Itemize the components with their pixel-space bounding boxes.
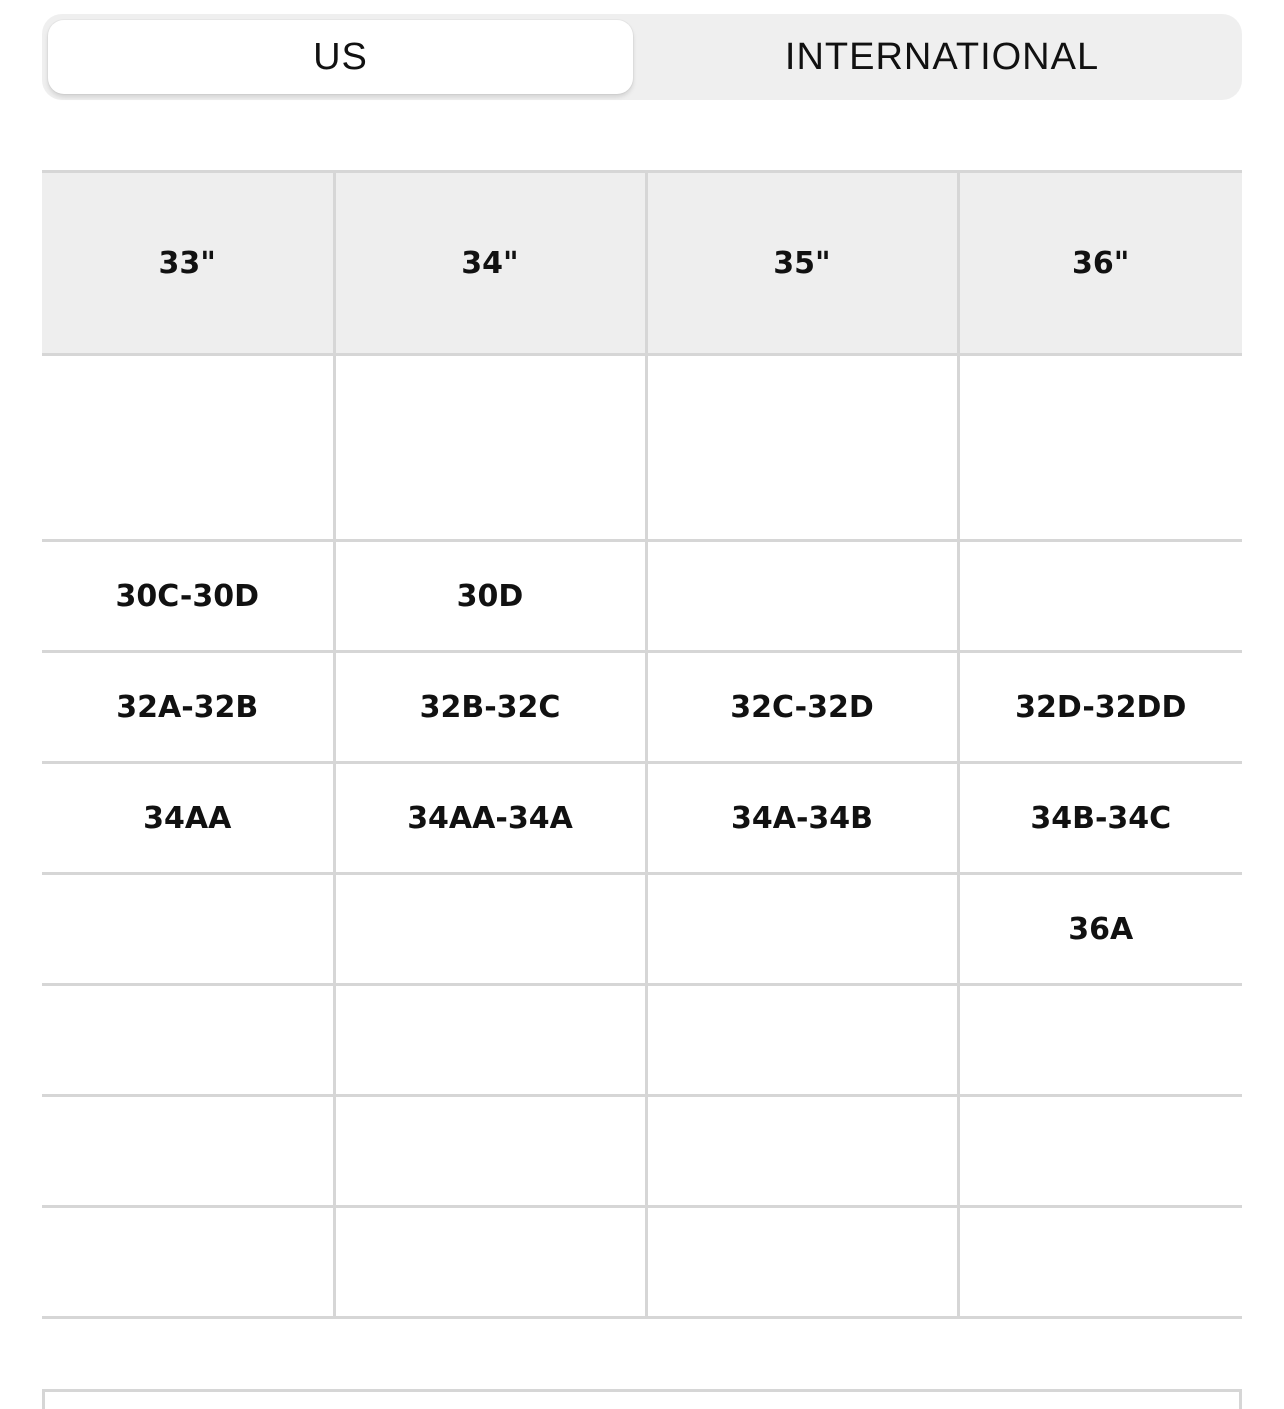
table-cell [958,355,1242,541]
table-cell: 32D-32DD [958,652,1242,763]
table-cell [42,355,334,541]
table-cell [958,985,1242,1096]
table-cell [334,355,646,541]
table-row [42,763,1242,874]
tab-us[interactable]: US [48,20,633,94]
table-row [42,874,1242,985]
unit-segmented-control [42,14,1242,100]
table-cell: 34AA-34A [334,763,646,874]
table-cell: 32C-32D [646,652,958,763]
table-row [42,1207,1242,1318]
table-cell [646,355,958,541]
table-cell: 30D [334,541,646,652]
table-cell [958,541,1242,652]
table-cell [646,985,958,1096]
column-header: 36" [958,172,1242,355]
table-cell [42,1096,334,1207]
table-cell [646,1096,958,1207]
size-chart-table [42,170,1242,1319]
table-cell [334,1096,646,1207]
column-header: 33" [42,172,334,355]
table-cell: 32A-32B [42,652,334,763]
table-cell: 32B-32C [334,652,646,763]
table-cell: 34AA [42,763,334,874]
table-cell [42,985,334,1096]
table-cell [646,541,958,652]
column-header: 35" [646,172,958,355]
table-row [42,355,1242,541]
table-cell [334,1207,646,1318]
table-row [42,652,1242,763]
table-cell [42,874,334,985]
table-cell [646,874,958,985]
table-row [42,985,1242,1096]
table-header-row [42,172,1242,355]
table-cell: 34B-34C [958,763,1242,874]
table-cell: 34A-34B [646,763,958,874]
next-table-edge [42,1389,1242,1409]
table-cell [646,1207,958,1318]
table-cell [42,1207,334,1318]
column-header: 34" [334,172,646,355]
tab-international[interactable]: INTERNATIONAL [784,35,1100,78]
table-row [42,541,1242,652]
table-cell: 36A [958,874,1242,985]
table-cell [334,874,646,985]
table-cell [334,985,646,1096]
table-cell [958,1207,1242,1318]
table-cell [958,1096,1242,1207]
table-cell: 30C-30D [42,541,334,652]
table-row [42,1096,1242,1207]
